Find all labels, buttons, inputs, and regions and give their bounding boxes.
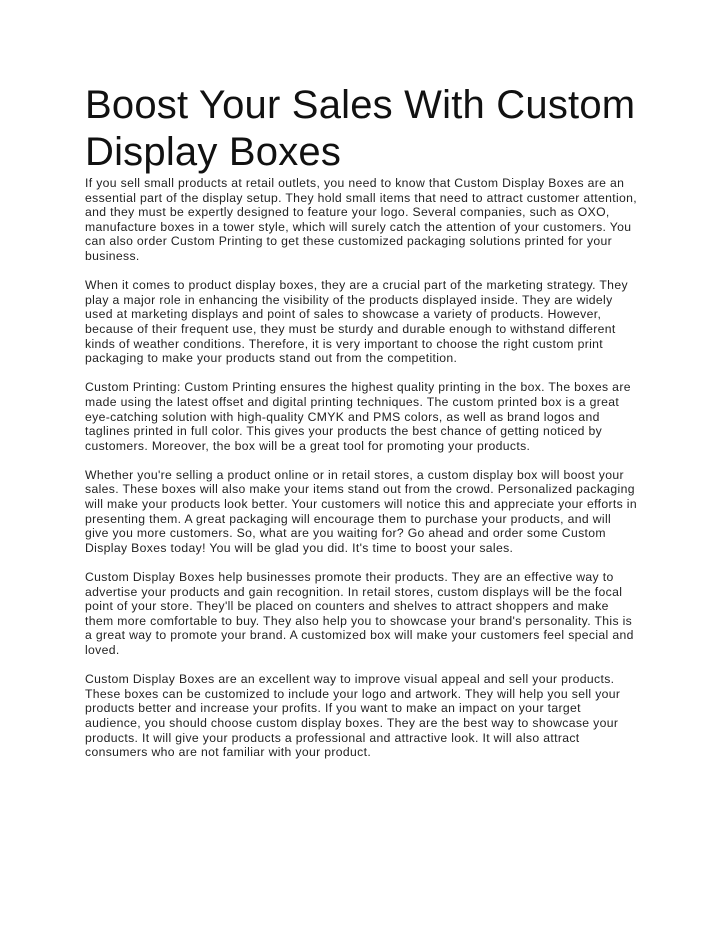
paragraph-5: Custom Display Boxes help businesses promote their products. They are an effective way to advertise your products and gain recognition. In retail stores, custom displays will be the focal point of your store. They'll be placed on counters and shelves to attract shoppers and make them more comfortable to buy. They also help you to showcase your brand's personality. This is a great way to promote your brand. A customized box will make your customers feel special and loved. bbox=[85, 570, 634, 657]
paragraph-1: If you sell small products at retail outlets, you need to know that Custom Display Boxes are an essential part of the display setup. They hold small items that need to attract customer attention, and they must be expertly designed to feature your logo. Several companies, such as OXO, manufacture boxes in a tower style, which will surely catch the attention of your customers. You can also order Custom Printing to get these customized packaging solutions printed for your business. bbox=[85, 176, 637, 263]
document-page bbox=[85, 82, 637, 774]
paragraph-4: Whether you're selling a product online or in retail stores, a custom display box will boost your sales. These boxes will also make your items stand out from the crowd. Personalized packaging will make your products look better. Your customers will notice this and appreciate your efforts in presenting them. A great packaging will encourage them to purchase your products, and will give you more customers. So, what are you waiting for? Go ahead and order some Custom Display Boxes today! You will be glad you did. It's time to boost your sales. bbox=[85, 467, 637, 555]
paragraph-2: When it comes to product display boxes, they are a crucial part of the marketing strategy. They play a major role in enhancing the visibility of the products displayed inside. They are widely used at marketing displays and point of sales to showcase a variety of products. However, because of their frequent use, they must be sturdy and durable enough to withstand different kinds of weather conditions. Therefore, it is very important to choose the right custom print packaging to make your products stand out from the competition. bbox=[85, 278, 628, 366]
document-title: Boost Your Sales With Custom Display Boxes bbox=[85, 83, 636, 174]
paragraph-6: Custom Display Boxes are an excellent way to improve visual appeal and sell your products. These boxes can be customized to include your logo and artwork. They will help you sell your products better and increase your profits. If you want to make an impact on your target audience, you should choose custom display boxes. They are the best way to showcase your products. It will give your products a professional and attractive look. It will also attract consumers who are not familiar with your product. bbox=[85, 672, 621, 760]
paragraph-3: Custom Printing: Custom Printing ensures the highest quality printing in the box. The boxes are made using the latest offset and digital printing techniques. The custom printed box is a great eye-catching solution with high-quality CMYK and PMS colors, as well as brand logos and taglines printed in full color. This gives your products the best chance of getting noticed by customers. Moreover, the box will be a great tool for promoting your products. bbox=[85, 380, 631, 453]
